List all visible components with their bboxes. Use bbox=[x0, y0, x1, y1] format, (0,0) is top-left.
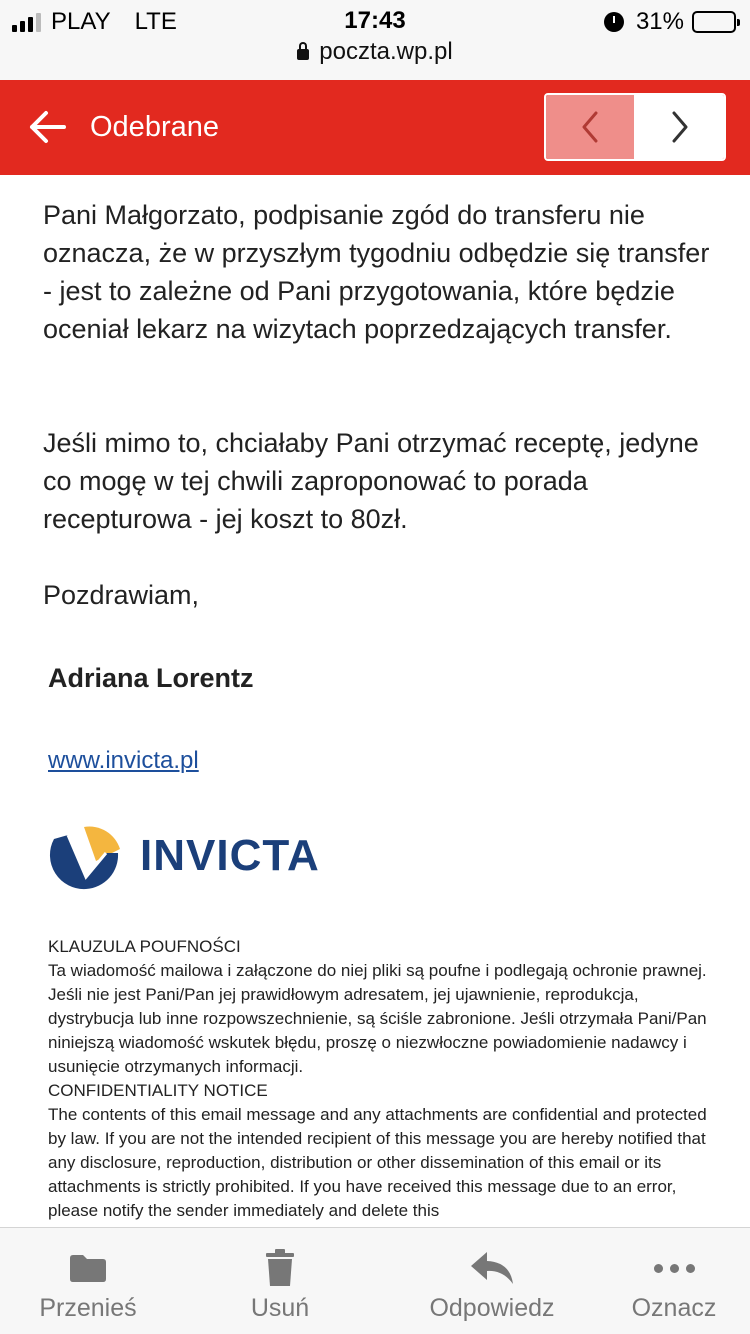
email-paragraph: Pani Małgorzato, podpisanie zgód do transferu nie oznacza, że w przyszłym tygodniu odbędzie się transfer - jest to zależne od Pani przygotowania, które będzie oceniał lekarz na wizytach poprzedzających transfer. bbox=[43, 200, 710, 344]
back-button[interactable] bbox=[28, 110, 68, 144]
confidentiality-clause bbox=[48, 935, 728, 1223]
logo-text: INVICTA bbox=[140, 831, 320, 880]
battery-icon bbox=[692, 11, 736, 33]
folder-title: Odebrane bbox=[90, 111, 219, 143]
message-pager bbox=[544, 93, 726, 161]
next-message-button[interactable] bbox=[636, 95, 724, 159]
status-bar bbox=[0, 0, 750, 80]
status-time: 17:43 bbox=[344, 7, 406, 34]
folder-icon bbox=[68, 1252, 108, 1284]
email-greeting: Pozdrawiam, bbox=[43, 580, 200, 610]
carrier-label: PLAY bbox=[51, 8, 111, 35]
reply-label: Odpowiedz bbox=[429, 1294, 555, 1322]
reply-button[interactable] bbox=[410, 1228, 574, 1334]
signature-link[interactable]: www.invicta.pl bbox=[48, 747, 199, 774]
invicta-logo bbox=[48, 815, 348, 897]
more-icon bbox=[654, 1264, 695, 1273]
delete-label: Usuń bbox=[250, 1294, 310, 1322]
trash-icon bbox=[265, 1248, 295, 1288]
signature-name: Adriana Lorentz bbox=[48, 663, 254, 693]
mail-header bbox=[0, 80, 750, 175]
status-right bbox=[604, 8, 736, 36]
battery-percent: 31% bbox=[635, 8, 684, 35]
mark-button[interactable] bbox=[616, 1228, 732, 1334]
delete-button[interactable] bbox=[230, 1228, 330, 1334]
legal-text-pl: Ta wiadomość mailowa i załączone do niej pliki są poufne i podlegają ochronie prawnej. Jeśli nie jest Pani/Pan jej prawidłowym adresatem, jej ujawnienie, reprodukcja, dystrybucja lub inne rozpowszechnienie, są ściśle zabronione. Jeśli otrzymała Pani/Pan niniejszą wiadomość wskutek błędu, proszę o niezwłoczne powiadomienie nadawcy i usunięcie otrzymanych informacji. bbox=[48, 961, 707, 1076]
url-domain: poczta.wp.pl bbox=[319, 38, 453, 65]
lock-icon bbox=[297, 49, 309, 60]
invicta-logo-mark bbox=[48, 821, 124, 891]
alarm-icon bbox=[604, 12, 624, 32]
legal-text-en: The contents of this email message and any attachments are confidential and protected by law. If you are not the intended recipient of this message you are hereby notified that any disclosure, reproduction, distribution or other dissemination of this email or its attachments is strictly prohibited. If you have received this message due to an error, please notify the sender immediately and delete this bbox=[48, 1105, 707, 1220]
mark-label: Oznacz bbox=[631, 1294, 717, 1322]
url-bar[interactable] bbox=[0, 38, 750, 66]
previous-message-button[interactable] bbox=[546, 95, 636, 159]
move-label: Przenieś bbox=[39, 1294, 137, 1322]
email-paragraph: Jeśli mimo to, chciałaby Pani otrzymać receptę, jedyne co mogę w tej chwili zaproponować to porada recepturowa - jej koszt to 80zł. bbox=[43, 428, 699, 534]
chevron-right-icon bbox=[670, 110, 690, 144]
arrow-left-icon bbox=[28, 110, 68, 144]
bottom-toolbar bbox=[0, 1227, 750, 1334]
email-body bbox=[0, 175, 750, 1227]
chevron-left-icon bbox=[580, 110, 600, 144]
network-label: LTE bbox=[134, 8, 177, 35]
legal-heading-pl: KLAUZULA POUFNOŚCI bbox=[48, 937, 241, 956]
move-button[interactable] bbox=[22, 1228, 154, 1334]
reply-icon bbox=[469, 1250, 515, 1286]
legal-heading-en: CONFIDENTIALITY NOTICE bbox=[48, 1081, 268, 1100]
